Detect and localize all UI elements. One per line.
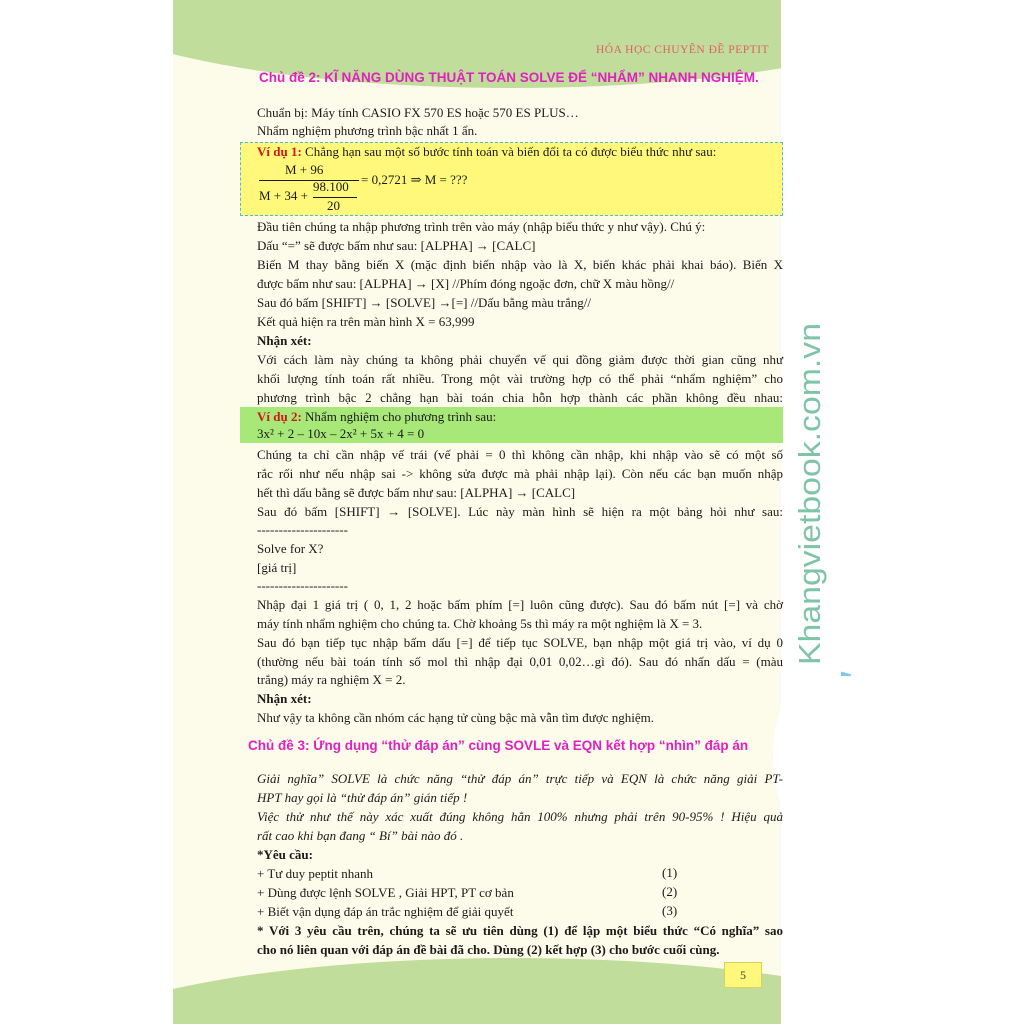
intro3-line-3: Việc thử như thế này xác xuất đúng không hẳn 100% nhưng phải trên 90-95% ! Hiệu quả [257, 809, 783, 824]
example-1-label: Ví dụ 1: [257, 144, 302, 159]
requirements-label: *Yêu cầu: [257, 847, 313, 862]
example-1-text: Chẳng hạn sau một số bước tính toán và biến đổi ta có được biểu thức như sau: [301, 144, 717, 159]
body1-line-3: Biến M thay bằng biến X (mặc định biến nhập vào là X, biến khác phải khai báo). Biến X [257, 257, 783, 272]
body1-line-4: được bấm như sau: [ALPHA] → [X] //Phím đóng ngoặc đơn, chữ X màu hồng// [257, 276, 675, 291]
remark1-line-1: Với cách làm này chúng ta không phải chuyển vế qui đồng giảm được thời gian cũng như [257, 352, 783, 367]
solve-prompt: Solve for X? [257, 541, 324, 556]
book-page [173, 0, 851, 1024]
watermark [780, 320, 840, 670]
body2-line-11: Sau đó bạn tiếp tục nhập bấm dấu [=] để tiếp tục SOLVE, bạn nhập một giá trị vào, ví dụ 0 [257, 635, 783, 650]
body1-line-5: Sau đó bấm [SHIFT] → [SOLVE] →[=] //Dấu bằng màu trắng// [257, 295, 591, 310]
body2-line-13: trắng) máy ra nghiệm X = 2. [257, 672, 406, 687]
inner-fraction-denominator: 20 [327, 198, 340, 213]
topic-2-heading: Chủ đề 2: KĨ NĂNG DÙNG THUẬT TOÁN SOLVE ĐỂ “NHẨM” NHANH NGHIỆM. [259, 70, 759, 85]
prep-line-1: Chuẩn bị: Máy tính CASIO FX 570 ES hoặc 570 ES PLUS… [257, 105, 579, 120]
remark-2-text: Như vậy ta không cần nhóm các hạng tử cùng bậc mà vẫn tìm được nghiệm. [257, 710, 654, 725]
right-curve-mask [773, 676, 851, 836]
body2-line-12: (thường nếu bài toán tính số mol thì nhập đại 0,01 0,02…gì đó). Sau đó nhấn dấu = (màu [257, 654, 783, 669]
running-header: HÓA HỌC CHUYÊN ĐỀ PEPTIT [596, 44, 769, 56]
prep-line-2: Nhẩm nghiệm phương trình bậc nhất 1 ẩn. [257, 123, 478, 138]
fraction-denominator-left: M + 34 + [259, 188, 308, 203]
body2-line-2: rắc rối như nếu nhập sai -> không sửa được mà phải nhập lại). Còn nếu các bạn muốn nhập [257, 466, 783, 481]
requirement-3: + Biết vận dụng đáp án trắc nghiệm để giải quyết [257, 904, 514, 919]
divider-2: --------------------- [257, 578, 348, 593]
body1-line-1: Đầu tiên chúng ta nhập phương trình trên vào máy (nhập biểu thức y như vậy). Chú ý: [257, 219, 706, 234]
body2-line-4: Sau đó bấm [SHIFT] → [SOLVE]. Lúc này màn hình sẽ hiện ra một bảng hỏi như sau: [257, 504, 783, 519]
example-2-intro [257, 408, 783, 426]
requirement-2-number: (2) [662, 884, 678, 899]
value-prompt: [giá trị] [257, 560, 297, 575]
final-line-1: * Với 3 yêu cầu trên, chúng ta sẽ ưu tiên dùng (1) để lập một biểu thức “Có nghĩa” sao [257, 923, 783, 938]
remark-1-label: Nhận xét: [257, 333, 312, 348]
remark1-line-2: khối lượng tính toán rất nhiều. Trong một vài trường hợp có thể phải “nhẩm nghiệm” cho [257, 371, 783, 386]
intro3-line-1: Giải nghĩa” SOLVE là chức năng “thử đáp án” trực tiếp và EQN là chức năng giải PT- [257, 771, 783, 786]
requirement-1: + Tư duy peptit nhanh [257, 866, 373, 881]
body1-line-2: Dấu “=” sẽ được bấm như sau: [ALPHA] → [CALC] [257, 238, 536, 253]
body2-line-1: Chúng ta chỉ cần nhập vế trái (vế phải = 0 thì không cần nhập, khi nhập vào sẽ có một số [257, 447, 783, 462]
example-2-text: Nhẩm nghiệm cho phương trình sau: [301, 409, 497, 424]
requirement-2: + Dùng được lệnh SOLVE , Giải HPT, PT cơ bản [257, 885, 514, 900]
divider-1: --------------------- [257, 522, 348, 537]
final-line-2: cho nó liên quan với đáp án đề bài đã cho. Dùng (2) kết hợp (3) cho bước cuối cùng. [257, 942, 720, 957]
intro3-line-2: HPT hay gọi là “thử đáp án” gián tiếp ! [257, 790, 468, 805]
example-2-label: Ví dụ 2: [257, 409, 302, 424]
intro3-line-4: rất cao khi bạn đang “ Bí” bài nào đó . [257, 828, 464, 843]
requirement-3-number: (3) [662, 903, 678, 918]
inner-fraction-numerator: 98.100 [313, 179, 349, 194]
example-1-intro [257, 143, 783, 161]
remark-2-label: Nhận xét: [257, 691, 312, 706]
page-number: 5 [724, 962, 762, 988]
requirement-1-number: (1) [662, 865, 678, 880]
fraction-numerator: M + 96 [285, 162, 324, 177]
watermark-text: Khangvietbook.com.vn [792, 351, 827, 665]
equation-rhs: = 0,2721 ⇒ M = ??? [361, 172, 468, 187]
body2-line-3: hết thì dấu bằng sẽ được bấm như sau: [ALPHA] → [CALC] [257, 485, 576, 500]
body2-line-10: máy tính nhẩm nghiệm cho chúng ta. Chờ khoảng 5s thì máy ra một nghiệm là X = 3. [257, 616, 703, 631]
topic-3-heading: Chủ đề 3: Ứng dụng “thử đáp án” cùng SOVLE và EQN kết hợp “nhìn” đáp án [248, 738, 749, 753]
body1-line-6: Kết quả hiện ra trên màn hình X = 63,999 [257, 314, 475, 329]
body2-line-9: Nhập đại 1 giá trị ( 0, 1, 2 hoặc bấm phím [=] luôn cũng được). Sau đó bấm nút [=] và chờ [257, 597, 783, 612]
remark1-line-3: phương trình bậc 2 chẳng hạn bài toán chia hỗn hợp thành các phần không đều nhau: [257, 390, 783, 405]
example-2-equation: 3x² + 2 – 10x – 2x² + 5x + 4 = 0 [257, 426, 425, 441]
